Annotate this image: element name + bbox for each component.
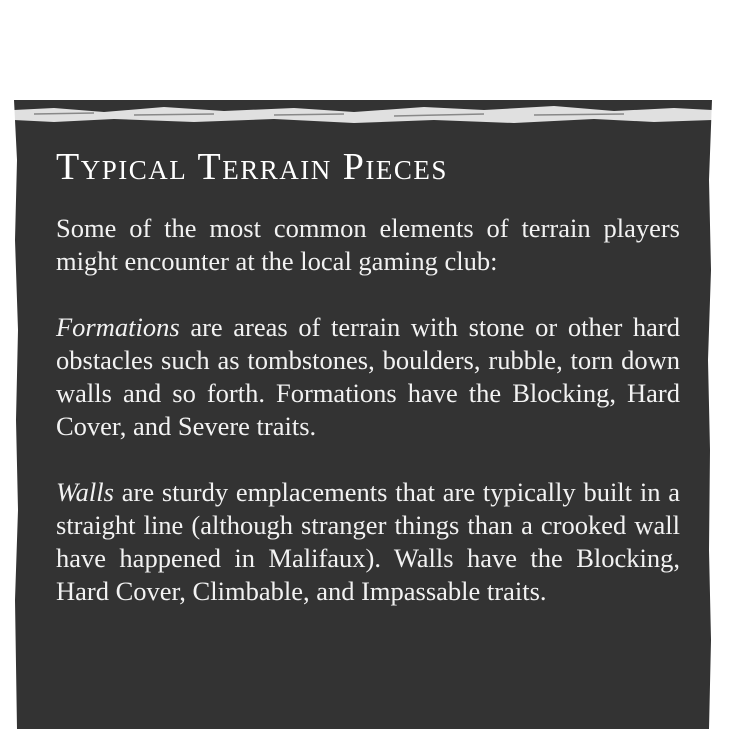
- rough-top-edge: [14, 100, 712, 128]
- formations-paragraph: [56, 311, 680, 443]
- walls-text: are sturdy emplacements that are typically built in a straight line (although stranger things than a crooked wall have happened in Malifaux). Walls have the Blocking, Hard Cover, Climbable, and Impassable traits.: [56, 477, 680, 606]
- walls-paragraph: [56, 476, 680, 608]
- formations-term: Formations: [56, 312, 180, 342]
- intro-paragraph: Some of the most common elements of terrain players might encounter at the local gaming club:: [56, 213, 680, 276]
- sidebar-panel: [14, 100, 712, 729]
- rough-left-edge: [14, 100, 22, 729]
- sidebar-content: [56, 144, 680, 641]
- formations-text: are areas of terrain with stone or other hard obstacles such as tombstones, boulders, rubble, torn down walls and so forth. Formations have the Blocking, Hard Cover, and Severe traits.: [56, 312, 680, 441]
- rough-right-edge: [704, 100, 712, 729]
- sidebar-title: Typical Terrain Pieces: [56, 146, 448, 188]
- walls-term: Walls: [56, 477, 114, 507]
